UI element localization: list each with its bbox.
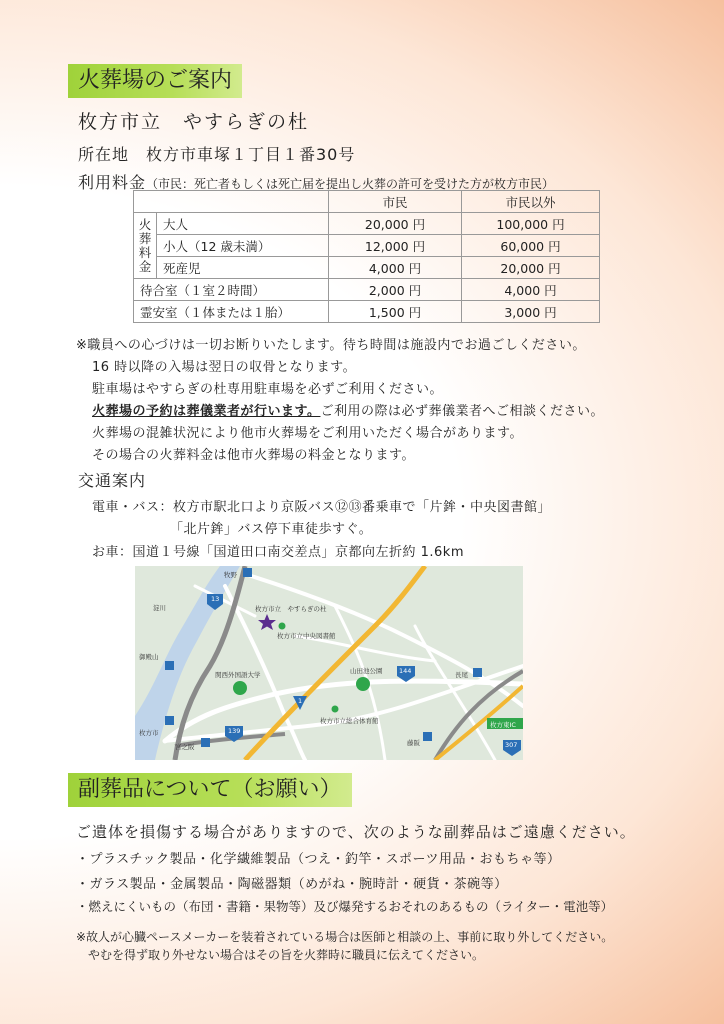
crematorium-heading: 火葬場のご案内	[68, 64, 242, 98]
note-line: 駐車場はやすらぎの杜専用駐車場を必ずご利用ください。	[92, 382, 444, 397]
table-row	[134, 279, 600, 301]
cremation-group-label	[134, 213, 157, 279]
facility-address: 所在地 枚方市車塚１丁目１番30号	[78, 145, 356, 164]
note-bold: 火葬場の予約は葬儀業者が行います。	[92, 404, 321, 419]
access-heading: 交通案内	[78, 471, 147, 490]
map-label-yamada-park: 山田池公園	[350, 667, 383, 675]
note-line: 16 時以降の入場は翌日の収骨となります。	[92, 360, 357, 375]
map-label-miyanosaka: 宮之阪	[175, 743, 195, 751]
facility-name: 枚方市立 やすらぎの杜	[78, 111, 310, 133]
station-marker	[201, 738, 210, 747]
map-label-kokuyama: 御殿山	[139, 653, 159, 661]
row-label: 大人	[157, 213, 329, 235]
table-row	[134, 257, 600, 279]
note-line: 火葬場の混雑状況により他市火葬場をご利用いただく場合があります。	[92, 426, 523, 441]
col-header-non-resident: 市民以外	[462, 191, 600, 213]
non-resident-fee: 100,000 円	[462, 213, 600, 235]
fees-note: （市民：死亡者もしくは死亡届を提出し火葬の許可を受けた方が枚方市民）	[146, 177, 555, 191]
station-marker	[423, 732, 432, 741]
yamada-park-marker	[356, 677, 370, 691]
note-line: ※職員への心づけは一切お断りいたします。待ち時間は施設内でお過ごしください。	[76, 338, 586, 353]
station-marker	[473, 668, 482, 677]
library-marker	[279, 623, 286, 630]
resident-fee: 4,000 円	[329, 257, 462, 279]
row-label: 小人（12 歳未満）	[157, 235, 329, 257]
map-label-hirakata-sta: 枚方市	[139, 729, 159, 737]
map-label-ic: 枚方東IC	[490, 721, 516, 729]
map-label-nagao: 長尾	[455, 671, 468, 679]
facility-star-icon	[258, 614, 276, 630]
fees-table	[133, 190, 600, 323]
row-label: 死産児	[157, 257, 329, 279]
map-svg	[135, 566, 523, 760]
access-train-line2: 「北片鉾」バス停下車徒歩すぐ。	[170, 522, 373, 537]
resident-fee: 12,000 円	[329, 235, 462, 257]
kansai-gaidai-marker	[233, 681, 247, 695]
grave-goods-item: ・ガラス製品・金属製品・陶磁器類（めがね・腕時計・硬貨・茶碗等）	[76, 877, 508, 892]
group-char: 料	[138, 244, 152, 260]
map-label-fujisaka: 藤阪	[407, 739, 420, 747]
fees-label: 利用料金	[78, 173, 147, 192]
map-label-kansai-gaidai: 関西外国語大学	[215, 671, 261, 679]
grave-goods-note: ※故人が心臓ペースメーカーを装着されている場合は医師と相談の上、事前に取り外してください。	[76, 930, 614, 944]
resident-fee: 2,000 円	[329, 279, 462, 301]
table-row	[134, 301, 600, 323]
grave-goods-intro: ご遺体を損傷する場合がありますので、次のような副葬品はご遠慮ください。	[76, 823, 636, 841]
table-row	[134, 235, 600, 257]
access-map	[135, 566, 523, 760]
map-label-facility: 枚方市立 やすらぎの杜	[255, 605, 327, 613]
table-header-row	[134, 191, 600, 213]
non-resident-fee: 20,000 円	[462, 257, 600, 279]
map-label-makino: 牧野	[224, 571, 237, 579]
gym-marker	[332, 706, 339, 713]
group-char: 葬	[138, 230, 152, 246]
grave-goods-item: ・プラスチック製品・化学繊維製品（つえ・釣竿・スポーツ用品・おもちゃ等）	[76, 852, 561, 867]
grave-goods-heading: 副葬品について（お願い）	[68, 773, 352, 807]
station-marker	[165, 661, 174, 670]
non-resident-fee: 60,000 円	[462, 235, 600, 257]
map-label-library: 枚方市立中央図書館	[277, 632, 336, 640]
station-marker	[165, 716, 174, 725]
station-marker	[243, 568, 252, 577]
route-13-label: 13	[211, 595, 220, 603]
col-header-resident: 市民	[329, 191, 462, 213]
route-144-label: 144	[399, 667, 412, 675]
table-corner	[134, 191, 329, 213]
note-rest: ご利用の際は必ず葬儀業者へご相談ください。	[320, 404, 604, 419]
map-label-gym: 枚方市立総合体育館	[320, 717, 379, 725]
route-1-label: 1	[298, 697, 303, 705]
group-char: 火	[138, 216, 152, 232]
non-resident-fee: 3,000 円	[462, 301, 600, 323]
road	[245, 574, 523, 706]
route-307-label: 307	[505, 741, 518, 749]
resident-fee: 20,000 円	[329, 213, 462, 235]
group-char: 金	[138, 258, 152, 274]
map-label-yodogawa: 淀川	[153, 604, 166, 612]
non-resident-fee: 4,000 円	[462, 279, 600, 301]
grave-goods-item: ・燃えにくいもの（布団・書籍・果物等）及び爆発するおそれのあるもの（ライター・電池等）	[76, 899, 614, 914]
grave-goods-note: やむを得ず取り外せない場合はその旨を火葬時に職員に伝えてください。	[88, 948, 485, 962]
table-row	[134, 213, 600, 235]
row-label: 霊安室（１体または１胎）	[134, 301, 329, 323]
note-line: その場合の火葬料金は他市火葬場の料金となります。	[92, 448, 415, 463]
access-car: お車：国道１号線「国道田口南交差点」京都向左折約 1.6km	[92, 545, 464, 560]
route-139-label: 139	[228, 727, 241, 735]
row-label: 待合室（１室２時間）	[134, 279, 329, 301]
access-train-line1: 電車・バス：枚方市駅北口より京阪バス⑫⑬番乗車で「片鉾・中央図書館」	[92, 500, 552, 515]
note-line-reservation	[92, 400, 604, 419]
highway	[245, 566, 425, 760]
resident-fee: 1,500 円	[329, 301, 462, 323]
